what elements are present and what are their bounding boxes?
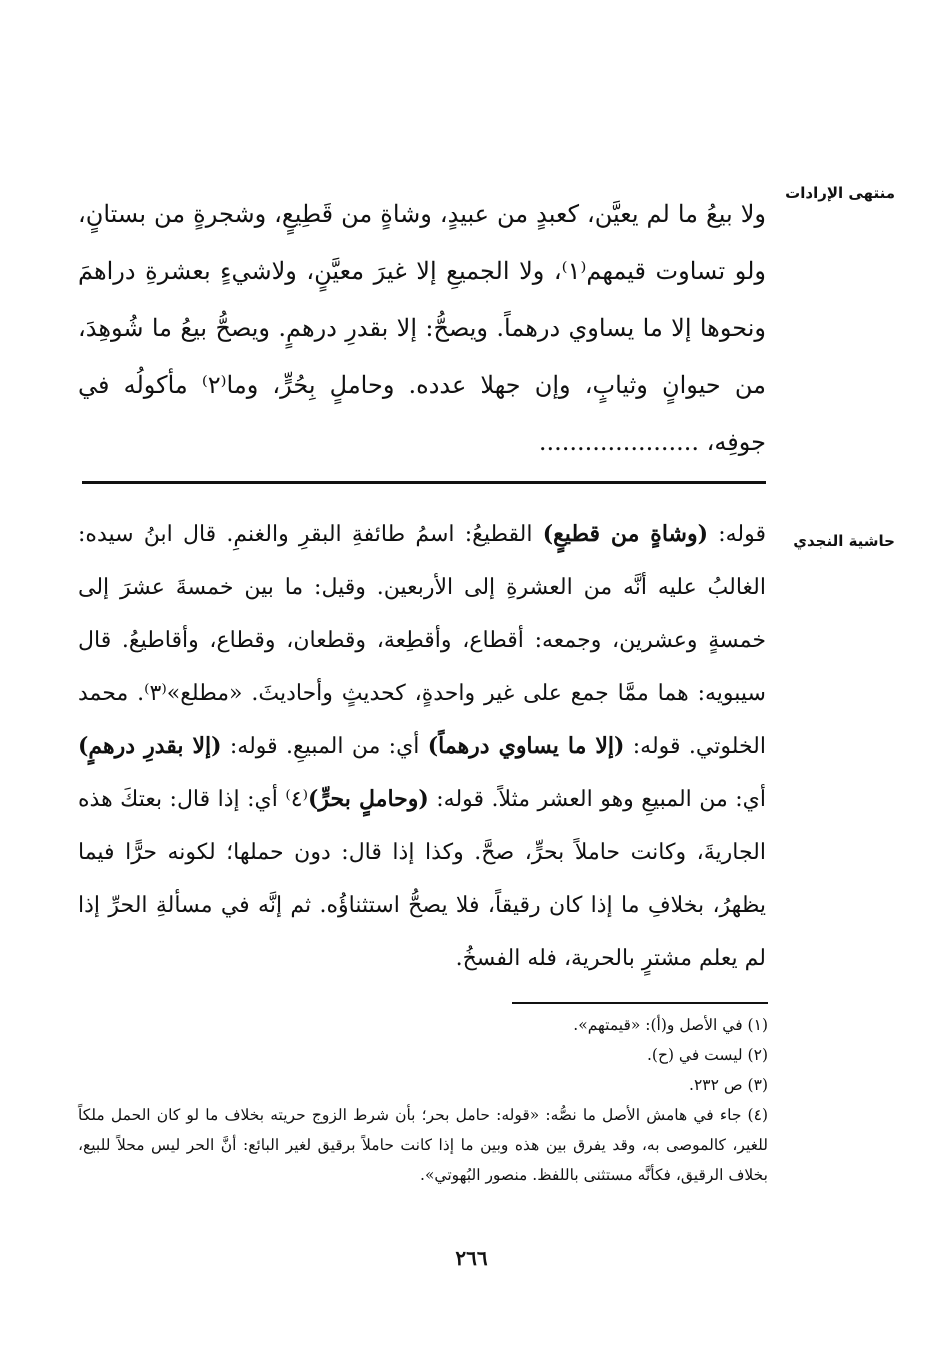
hashia-paragraph (78, 508, 766, 985)
hashia-text: القطيعُ: اسمُ طائفةِ البقرِ والغنمِ. قال ابنُ سيده: الغالبُ عليه أنَّه من العشرةِ إلى الأربعين. وقيل: ما بين خمسةَ عشرَ إلى خمسةٍ وعشرين، وجمعه: أقطاع، وأقطِعة، وقطعان، وقطاع، وأقاطيعُ. قال سيبويه: هما ممَّا جمع على غير واحدةٍ، كحديثٍ وأحاديثَ. «مطلع»⁽٣⁾. محمد الخلوتي. قوله: (78, 522, 766, 759)
hashia-quote: (وشاةٍ من قطيعٍ) (542, 521, 708, 547)
footnotes (78, 1010, 768, 1190)
hashia-side-label: حاشية النجدي (793, 532, 895, 550)
footnote-4: (٤) جاء في هامش الأصل ما نصُّه: «قوله: حامل بحر؛ بأن شرط الزوج حريته بخلاف ما لو كان الحمل ملكاً للغير، كالموصى به، وقد يفرق بين هذه وبين ما إذا كانت حاملاً برقيق لغير البائع: أنَّ الحر ليس محلاً للبيع، بخلاف الرقيق، فكأنَّه مستثنى باللفظ. منصور البُهوتي». (78, 1106, 768, 1184)
section-divider (82, 481, 766, 484)
matn-side-label: منتهى الإرادات (785, 184, 895, 202)
hashia-text: أي: من المبيعِ وهو العشر مثلاً. قوله: (428, 787, 767, 812)
footnote-1: (١) في الأصل و(أ): «قيمتهم». (573, 1016, 768, 1034)
hashia-quote: (وحاملٍ بحرٍّ) (307, 786, 429, 812)
hashia-quote: (إلا ما يساوي درهماً) (427, 733, 625, 759)
hashia-text: أي: من المبيعِ. قوله: (221, 734, 428, 759)
footnote-divider (512, 1002, 768, 1004)
hashia-text: ⁽٤⁾ أي: إذا قال: بعتكَ هذه الجاريةَ، وكانت حاملاً بحرٍّ، صحَّ. وكذا إذا قال: دون حملها؛ لكونه حرًّا فيما يظهرُ، بخلافِ ما إذا كان رقيقاً، فلا يصحُّ استثناؤُه. ثم إنَّه في مسألةِ الحرِّ إذا لم يعلم مشترٍ بالحرية، فله الفسخُ. (78, 787, 766, 971)
hashia-quote: (إلا بقدرِ درهمٍ) (78, 733, 222, 759)
matn-text-block (78, 186, 766, 471)
matn-paragraph: ولا بيعُ ما لم يعيَّن، كعبدٍ من عبيدٍ، وشاةٍ من قَطِيعٍ، وشجرةٍ من بستانٍ، ولو تساوت قيمهم⁽١⁾، ولا الجميعِ إلا غيرَ معيَّنٍ، ولاشيءٍ بعشرةِ دراهمَ ونحوها إلا ما يساوي درهماً. ويصحُّ: إلا بقدرِ درهمٍ. ويصحُّ بيعُ ما شُوهِدَ، من حيوانٍ وثيابٍ، وإن جهلا عدده. وحاملٍ بِحُرٍّ، وما⁽٢⁾ مأكولُه في جوفِه، ..................... (78, 200, 767, 456)
page-number: ٢٦٦ (455, 1246, 488, 1270)
hashia-text: قوله: (708, 522, 767, 547)
footnote-2: (٢) ليست في (ح). (646, 1046, 768, 1064)
footnote-3: (٣) ص ٢٣٢. (689, 1076, 768, 1094)
hashia-text-block (78, 508, 766, 985)
